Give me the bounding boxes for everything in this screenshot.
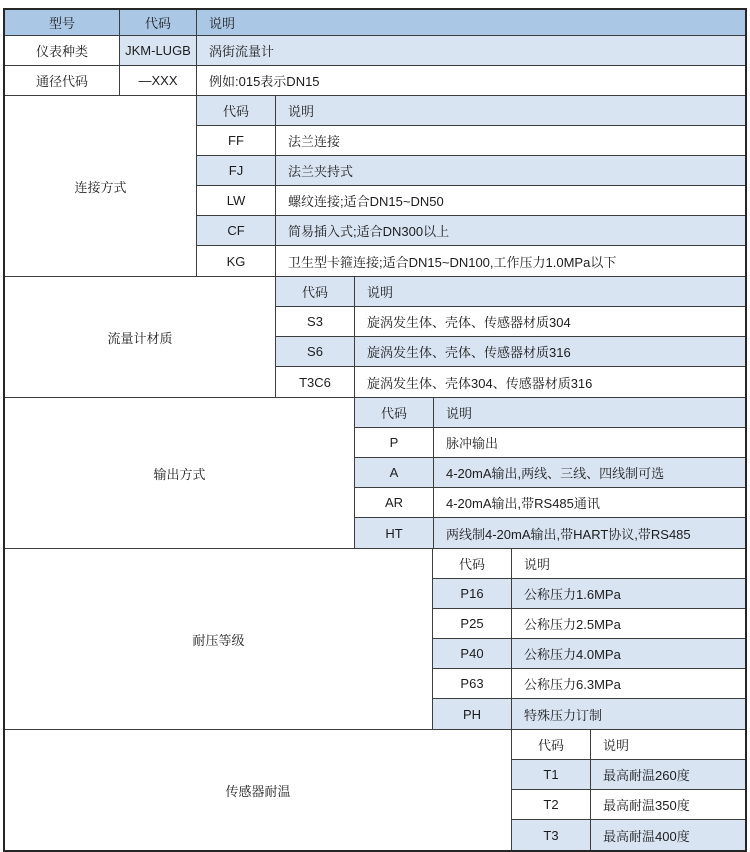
code-cell: P63 xyxy=(433,669,512,698)
row-desc-cell: 例如:015表示DN15 xyxy=(197,66,745,95)
section-rows xyxy=(276,277,745,397)
code-cell: P16 xyxy=(433,579,512,608)
sub-header-row xyxy=(512,730,745,760)
desc-cell: 最高耐温350度 xyxy=(591,790,745,819)
desc-cell: 卫生型卡箍连接;适合DN15~DN100,工作压力1.0MPa以下 xyxy=(276,246,745,276)
table-header-row xyxy=(5,10,745,36)
code-cell: HT xyxy=(355,518,434,548)
desc-cell: 简易插入式;适合DN300以上 xyxy=(276,216,745,245)
code-cell: T3 xyxy=(512,820,591,850)
code-cell: KG xyxy=(197,246,276,276)
subheader-desc-cell: 说明 xyxy=(276,96,745,125)
table-row xyxy=(276,337,745,367)
section-rows xyxy=(512,730,745,850)
desc-cell: 两线制4-20mA输出,带HART协议,带RS485 xyxy=(434,518,745,548)
model-selection-spec-table xyxy=(3,8,747,852)
code-cell: A xyxy=(355,458,434,487)
code-cell: S6 xyxy=(276,337,355,366)
desc-cell: 4-20mA输出,两线、三线、四线制可选 xyxy=(434,458,745,487)
code-cell: LW xyxy=(197,186,276,215)
table-row xyxy=(355,428,745,458)
desc-cell: 旋涡发生体、壳体、传感器材质316 xyxy=(355,337,745,366)
table-row xyxy=(433,639,745,669)
section-pressure-rating xyxy=(5,549,745,730)
subheader-code-cell: 代码 xyxy=(512,730,591,759)
section-sensor-temperature xyxy=(5,730,745,850)
section-material xyxy=(5,277,745,398)
row-code-cell: JKM-LUGB xyxy=(120,36,197,65)
table-row xyxy=(433,669,745,699)
table-row xyxy=(433,609,745,639)
col-header-desc: 说明 xyxy=(197,10,745,35)
code-cell: FJ xyxy=(197,156,276,185)
code-cell: PH xyxy=(433,699,512,729)
sub-header-row xyxy=(276,277,745,307)
code-cell: FF xyxy=(197,126,276,155)
subheader-code-cell: 代码 xyxy=(433,549,512,578)
subheader-code-cell: 代码 xyxy=(276,277,355,306)
code-cell: P25 xyxy=(433,609,512,638)
subheader-desc-cell: 说明 xyxy=(434,398,745,427)
table-row xyxy=(197,246,745,276)
section-rows xyxy=(433,549,745,729)
code-cell: T2 xyxy=(512,790,591,819)
table-row xyxy=(5,66,745,96)
desc-cell: 最高耐温400度 xyxy=(591,820,745,850)
desc-cell: 公称压力2.5MPa xyxy=(512,609,745,638)
desc-cell: 公称压力4.0MPa xyxy=(512,639,745,668)
code-cell: P40 xyxy=(433,639,512,668)
row-desc-cell: 涡街流量计 xyxy=(197,36,745,65)
subheader-code-cell: 代码 xyxy=(197,96,276,125)
subheader-desc-cell: 说明 xyxy=(355,277,745,306)
desc-cell: 旋涡发生体、壳体304、传感器材质316 xyxy=(355,367,745,397)
table-row xyxy=(276,367,745,397)
section-category-cell: 连接方式 xyxy=(5,96,197,276)
row-label-cell: 仪表种类 xyxy=(5,36,120,65)
desc-cell: 螺纹连接;适合DN15~DN50 xyxy=(276,186,745,215)
table-row xyxy=(512,820,745,850)
desc-cell: 法兰连接 xyxy=(276,126,745,155)
code-cell: T3C6 xyxy=(276,367,355,397)
code-cell: AR xyxy=(355,488,434,517)
code-cell: T1 xyxy=(512,760,591,789)
section-connection-type xyxy=(5,96,745,277)
table-row xyxy=(512,760,745,790)
subheader-desc-cell: 说明 xyxy=(591,730,745,759)
table-row xyxy=(355,488,745,518)
desc-cell: 最高耐温260度 xyxy=(591,760,745,789)
section-rows xyxy=(197,96,745,276)
table-row xyxy=(197,216,745,246)
sub-header-row xyxy=(433,549,745,579)
table-row xyxy=(5,36,745,66)
code-cell: S3 xyxy=(276,307,355,336)
section-rows xyxy=(355,398,745,548)
table-row xyxy=(197,156,745,186)
col-header-code: 代码 xyxy=(120,10,197,35)
code-cell: P xyxy=(355,428,434,457)
table-row xyxy=(433,579,745,609)
code-cell: CF xyxy=(197,216,276,245)
sub-header-row xyxy=(355,398,745,428)
desc-cell: 公称压力6.3MPa xyxy=(512,669,745,698)
row-code-cell: —XXX xyxy=(120,66,197,95)
section-category-cell: 传感器耐温 xyxy=(5,730,512,850)
table-row xyxy=(433,699,745,729)
table-row xyxy=(355,518,745,548)
desc-cell: 特殊压力订制 xyxy=(512,699,745,729)
desc-cell: 脉冲输出 xyxy=(434,428,745,457)
col-header-model: 型号 xyxy=(5,10,120,35)
table-row xyxy=(197,186,745,216)
section-category-cell: 耐压等级 xyxy=(5,549,433,729)
row-label-cell: 通径代码 xyxy=(5,66,120,95)
section-category-cell: 流量计材质 xyxy=(5,277,276,397)
section-category-cell: 输出方式 xyxy=(5,398,355,548)
section-output-mode xyxy=(5,398,745,549)
table-row xyxy=(276,307,745,337)
sub-header-row xyxy=(197,96,745,126)
desc-cell: 法兰夹持式 xyxy=(276,156,745,185)
table-row xyxy=(197,126,745,156)
table-row xyxy=(512,790,745,820)
desc-cell: 旋涡发生体、壳体、传感器材质304 xyxy=(355,307,745,336)
desc-cell: 4-20mA输出,带RS485通讯 xyxy=(434,488,745,517)
subheader-desc-cell: 说明 xyxy=(512,549,745,578)
table-row xyxy=(355,458,745,488)
subheader-code-cell: 代码 xyxy=(355,398,434,427)
desc-cell: 公称压力1.6MPa xyxy=(512,579,745,608)
